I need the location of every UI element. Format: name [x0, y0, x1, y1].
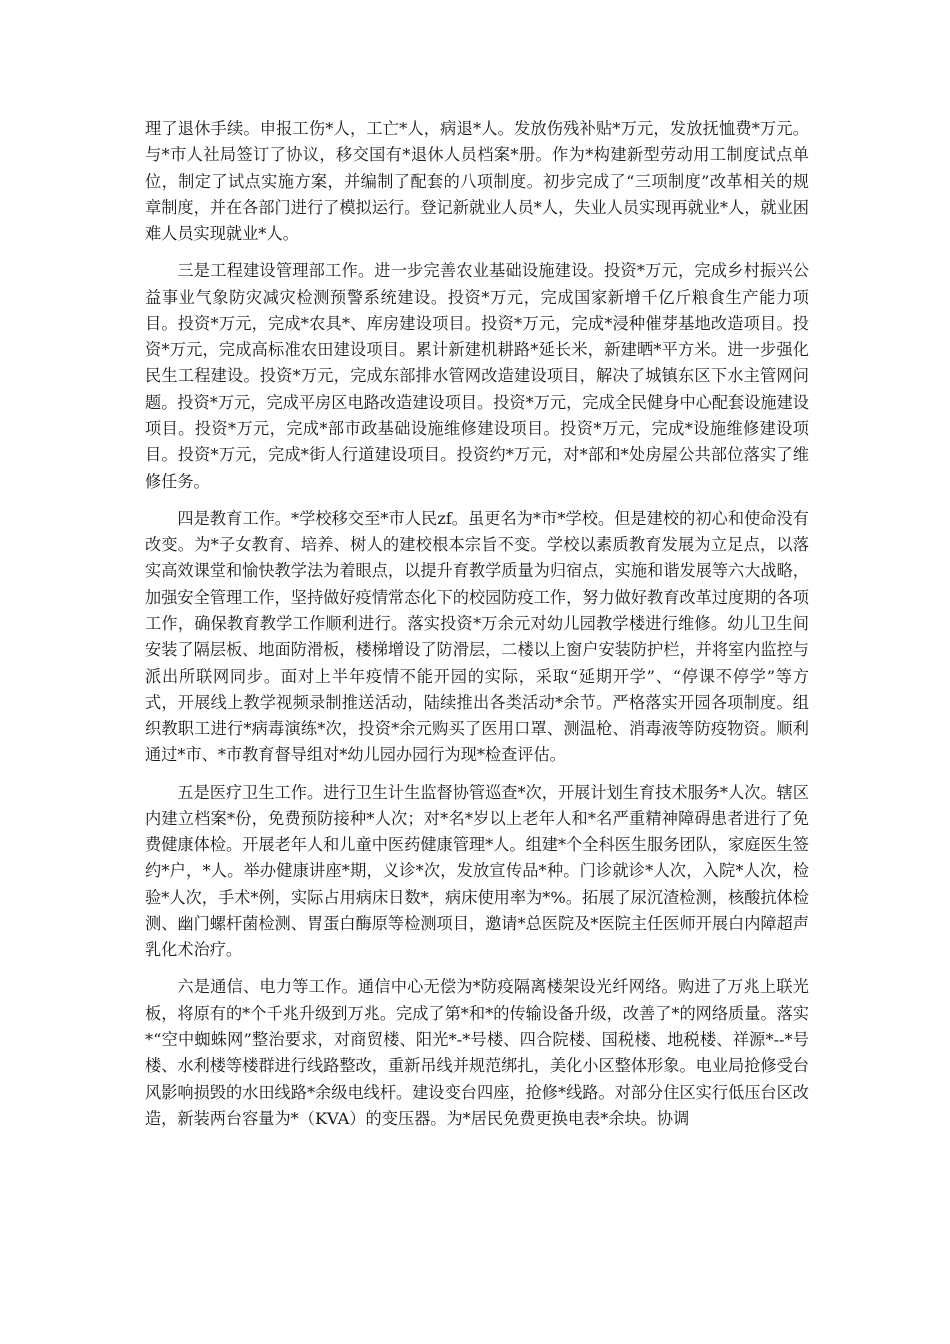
document-body — [145, 116, 809, 1143]
paragraph-engineering-construction: 三是工程建设管理部工作。进一步完善农业基础设施建设。投资*万元，完成乡村振兴公益事业气象防灾减灾检测预警系统建设。投资*万元，完成国家新增千亿斤粮食生产能力项目。投资*万元，完成*农具*、库房建设项目。投资*万元，完成*浸种催芽基地改造项目。投资*万元，完成高标准农田建设项目。累计新建机耕路*延长米，新建晒*平方米。进一步强化民生工程建设。投资*万元，完成东部排水管网改造建设项目，解决了城镇东区下水主管网问题。投资*万元，完成平房区电路改造建设项目。投资*万元，完成全民健身中心配套设施建设项目。投资*万元，完成*部市政基础设施维修建设项目。投资*万元，完成*设施维修建设项目。投资*万元，完成*街人行道建设项目。投资约*万元，对*部和*处房屋公共部位落实了维修任务。 — [145, 261, 809, 491]
paragraph-medical-health: 五是医疗卫生工作。进行卫生计生监督协管巡查*次，开展计划生育技术服务*人次。辖区内建立档案*份，免费预防接种*人次；对*名*岁以上老年人和*名严重精神障碍患者进行了免费健康体检。开展老年人和儿童中医药健康管理*人。组建*个全科医生服务团队，家庭医生签约*户，*人。举办健康讲座*期，义诊*次，发放宣传品*种。门诊就诊*人次，入院*人次，检验*人次，手术*例，实际占用病床日数*，病床使用率为*%。拓展了尿沉渣检测，核酸抗体检测、幽门螺杆菌检测、胃蛋白酶原等检测项目，邀请*总医院及*医院主任医师开展白内障超声乳化术治疗。 — [145, 782, 809, 960]
paragraph-telecom-power: 六是通信、电力等工作。通信中心无偿为*防疫隔离楼架设光纤网络。购进了万兆上联光板，将原有的*个千兆升级到万兆。完成了第*和*的传输设备升级，改善了*的网络质量。落实*“空中蜘蛛网”整治要求，对商贸楼、阳光*-*号楼、四合院楼、国税楼、地税楼、祥源*--*号楼、水利楼等楼群进行线路整改，重新吊线并规范绑扎，美化小区整体形象。电业局抢修受台风影响损毁的水田线路*余级电线杆。建设变台四座，抢修*线路。对部分住区实行低压台区改造，新装两台容量为*（KVA）的变压器。为*居民免费更换电表*余块。协调 — [145, 977, 809, 1128]
paragraph-retirement-continued: 理了退休手续。申报工伤*人，工亡*人，病退*人。发放伤残补贴*万元，发放抚恤费*万元。与*市人社局签订了协议，移交国有*退休人员档案*册。作为*构建新型劳动用工制度试点单位，制定了试点实施方案，并编制了配套的八项制度。初步完成了“三项制度”改革相关的规章制度，并在各部门进行了模拟运行。登记新就业人员*人，失业人员实现再就业*人，就业困难人员实现就业*人。 — [145, 119, 809, 244]
paragraph-education: 四是教育工作。*学校移交至*市人民zf。虽更名为*市*学校。但是建校的初心和使命没有改变。为*子女教育、培养、树人的建校根本宗旨不变。学校以素质教育发展为立足点，以落实高效课堂和愉快教学法为着眼点，以提升育教学质量为归宿点，实施和谐发展等六大战略，加强安全管理工作，坚持做好疫情常态化下的校园防疫工作，努力做好教育改革过度期的各项工作，确保教育教学工作顺利进行。落实投资*万余元对幼儿园教学楼进行维修。幼儿卫生间安装了隔层板、地面防滑板，楼梯增设了防滑层，二楼以上窗户安装防护栏，并将室内监控与派出所联网同步。面对上半年疫情不能开园的实际，采取“延期开学”、“停课不停学”等方式，开展线上教学视频录制推送活动，陆续推出各类活动*余节。严格落实开园各项制度。组织教职工进行*病毒演练*次，投资*余元购买了医用口罩、测温枪、消毒液等防疫物资。顺利通过*市、*市教育督导组对*幼儿园办园行为现*检查评估。 — [145, 508, 809, 765]
